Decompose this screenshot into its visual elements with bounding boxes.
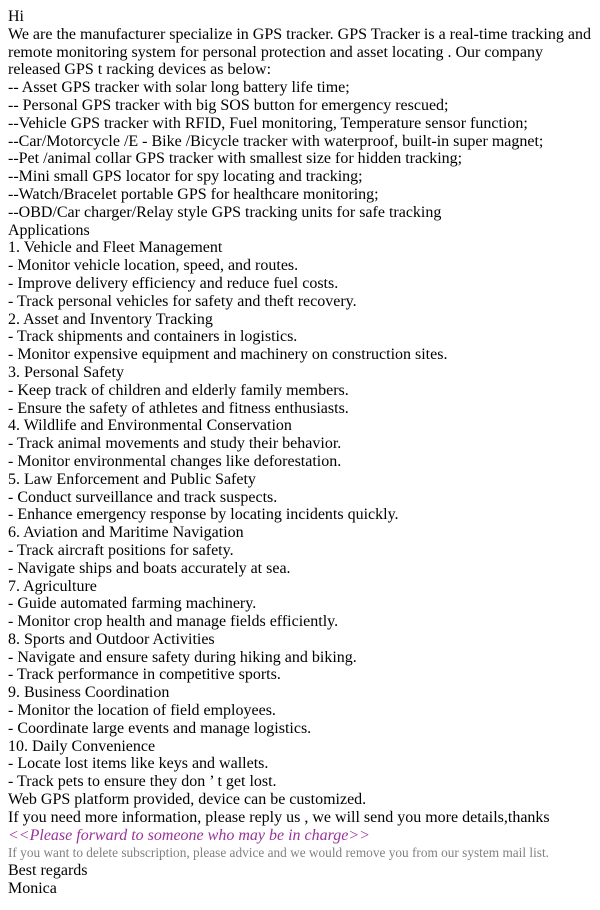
application-section-title: 7. Agriculture	[8, 577, 97, 595]
application-point: - Monitor environmental changes like deforestation.	[8, 452, 342, 470]
application-section-title: 8. Sports and Outdoor Activities	[8, 630, 215, 648]
signature: Monica	[8, 880, 57, 898]
application-point: - Improve delivery efficiency and reduce fuel costs.	[8, 274, 339, 292]
application-point: - Guide automated farming machinery.	[8, 595, 257, 613]
platform-note: Web GPS platform provided, device can be customized.	[8, 791, 367, 809]
applications-heading: Applications	[8, 221, 90, 239]
application-section-title: 6. Aviation and Maritime Navigation	[8, 524, 244, 542]
application-point: - Track personal vehicles for safety and theft recovery.	[8, 292, 357, 310]
device-line: --Car/Motorcycle /E - Bike /Bicycle tracker with waterproof, built-in super magnet;	[8, 132, 544, 150]
application-section-title: 9. Business Coordination	[8, 684, 170, 702]
application-point: - Track performance in competitive sports.	[8, 666, 281, 684]
device-list	[8, 79, 592, 221]
application-point: - Keep track of children and elderly family members.	[8, 381, 349, 399]
application-point: - Monitor the location of field employees.	[8, 702, 276, 720]
application-point: - Ensure the safety of athletes and fitness enthusiasts.	[8, 399, 349, 417]
device-line: --Watch/Bracelet portable GPS for healthcare monitoring;	[8, 185, 379, 203]
application-point: - Conduct surveillance and track suspects.	[8, 488, 278, 506]
application-point: - Coordinate large events and manage logistics.	[8, 719, 312, 737]
greeting: Hi	[8, 8, 24, 25]
application-point: - Monitor vehicle location, speed, and routes.	[8, 257, 299, 275]
device-line: --OBD/Car charger/Relay style GPS tracking units for safe tracking	[8, 203, 442, 221]
application-point: - Navigate and ensure safety during hiking and biking.	[8, 648, 357, 666]
application-point: - Monitor expensive equipment and machinery on construction sites.	[8, 346, 448, 364]
application-point: - Track animal movements and study their behavior.	[8, 435, 342, 453]
applications-list	[8, 239, 592, 791]
email-body	[8, 8, 592, 898]
device-line: -- Personal GPS tracker with big SOS button for emergency rescued;	[8, 96, 449, 114]
signoff: Best regards	[8, 862, 88, 880]
reply-request: If you need more information, please reply us , we will send you more details,thanks	[8, 808, 550, 826]
application-point: - Navigate ships and boats accurately at sea.	[8, 559, 291, 577]
unsubscribe-note: If you want to delete subscription, please advice and we would remove you from our system mail list.	[8, 845, 549, 861]
application-section-title: 5. Law Enforcement and Public Safety	[8, 470, 256, 488]
device-line: --Pet /animal collar GPS tracker with smallest size for hidden tracking;	[8, 150, 463, 168]
application-section-title: 10. Daily Convenience	[8, 737, 156, 755]
device-line: --Mini small GPS locator for spy locating and tracking;	[8, 168, 363, 186]
application-section-title: 1. Vehicle and Fleet Management	[8, 239, 223, 257]
device-line: -- Asset GPS tracker with solar long battery life time;	[8, 79, 350, 97]
forward-note: <<Please forward to someone who may be in charge>>	[8, 826, 370, 844]
application-point: - Track aircraft positions for safety.	[8, 541, 234, 559]
device-line: --Vehicle GPS tracker with RFID, Fuel monitoring, Temperature sensor function;	[8, 114, 528, 132]
application-section-title: 2. Asset and Inventory Tracking	[8, 310, 213, 328]
application-point: - Track shipments and containers in logistics.	[8, 328, 298, 346]
application-point: - Locate lost items like keys and wallets.	[8, 755, 269, 773]
application-point: - Track pets to ensure they don ’ t get lost.	[8, 773, 277, 791]
application-section-title: 3. Personal Safety	[8, 363, 124, 381]
intro-paragraph: We are the manufacturer specialize in GPS tracker. GPS Tracker is a real-time tracking and remote monitoring system for personal protection and asset locating . Our company released GPS t racking devices as below:	[8, 25, 591, 79]
application-section-title: 4. Wildlife and Environmental Conservation	[8, 417, 292, 435]
application-point: - Enhance emergency response by locating incidents quickly.	[8, 506, 399, 524]
application-point: - Monitor crop health and manage fields efficiently.	[8, 613, 339, 631]
